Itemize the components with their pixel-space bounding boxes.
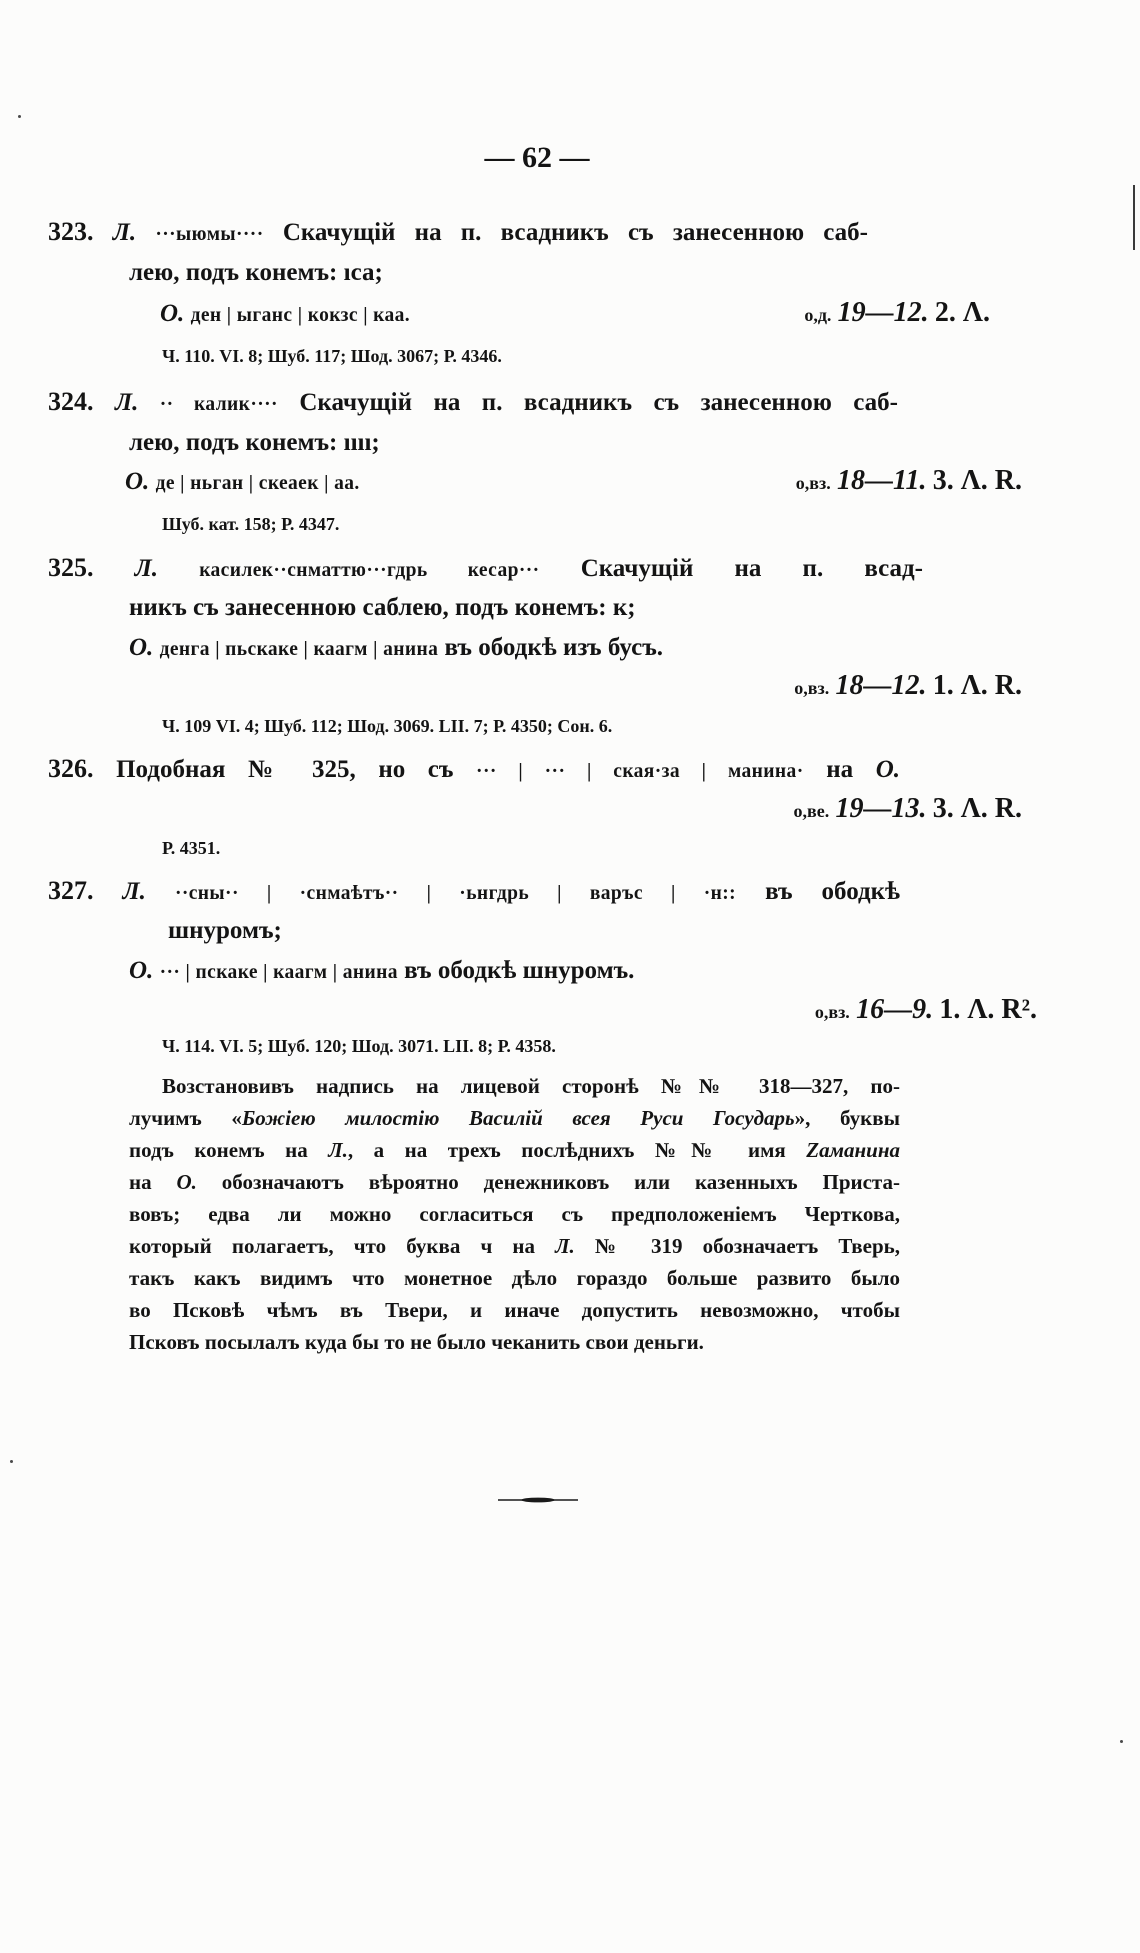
entry-325-references: Ч. 109 VI. 4; Шуб. 112; Шод. 3069. LII. 7; Р. 4350; Сон. 6. <box>162 716 613 736</box>
entry-number: 326. <box>48 754 94 783</box>
obverse-legend: денга | пьскаке | каагм | анина <box>159 639 439 660</box>
coin-weight: о,ве. <box>793 801 830 821</box>
paragraph-emphasis: Zаманина <box>806 1138 900 1162</box>
coin-grade: 2. Ʌ. <box>934 297 990 328</box>
entry-number: 325. <box>48 553 94 582</box>
paragraph-text: Возстановивъ надпись на лицевой сторонѣ №№ 318—327, по- <box>162 1074 900 1098</box>
entry-324-obverse-line <box>125 463 1022 502</box>
coin-grade: 3. Ʌ. R. <box>932 465 1022 496</box>
paragraph-text: на <box>129 1170 177 1194</box>
coin-weight: о,вз. <box>794 678 830 698</box>
entry-327-coin-metrics <box>560 992 1037 1030</box>
paragraph-text: вовъ; едва ли можно согласиться съ предположеніемъ Черткова, <box>129 1202 900 1226</box>
obverse-legend: ··· | пскаке | каагм | анина <box>159 962 398 983</box>
paragraph-line <box>129 1199 900 1229</box>
paragraph-text: обозначаютъ вѣроятно денежниковъ или казенныхъ Приста- <box>196 1170 900 1194</box>
coin-grade: 1. Ʌ. R. <box>932 670 1022 701</box>
paragraph-emphasis: Л. <box>328 1138 348 1162</box>
coin-metrics <box>796 463 1022 501</box>
reverse-legend: ···ыюмы···· <box>155 224 264 245</box>
paragraph-line <box>129 1295 900 1325</box>
ornamental-rule <box>498 1496 578 1504</box>
obverse-legend: де | ньган | скеаек | аа. <box>155 473 360 494</box>
entry-327-references: Ч. 114. VI. 5; Шуб. 120; Шод. 3071. LII. 8; Р. 4358. <box>162 1036 556 1056</box>
entry-323-line-2: лею, подъ конемъ: ıса; <box>129 259 383 286</box>
coin-description: въ ободкѣ <box>765 878 901 905</box>
entry-325-line-1 <box>48 550 923 589</box>
entry-327-line-2: шнуромъ; <box>168 917 282 944</box>
obverse-side-label: О. <box>129 957 154 984</box>
obverse-side-label: О. <box>129 634 154 661</box>
coin-description: Скачущій на п. всадникъ съ занесенною саб- <box>282 219 869 246</box>
entry-323-references: Ч. 110. VI. 8; Шуб. 117; Шод. 3067; Р. 4346. <box>162 346 502 366</box>
paragraph-emphasis: О. <box>176 1170 197 1194</box>
paragraph-line <box>129 1327 704 1357</box>
scan-speck <box>18 115 21 118</box>
entry-number: 323. <box>48 217 94 246</box>
entry-326-references: Р. 4351. <box>162 838 221 858</box>
coin-grade: 1. Ʌ. R². <box>939 994 1037 1025</box>
paragraph-text: », буквы <box>794 1106 900 1130</box>
obverse-legend: ден | ыганс | кокзс | каа. <box>190 305 411 326</box>
coin-weight: о,вз. <box>795 473 831 493</box>
obverse-note: въ ободкѣ изъ бусъ. <box>444 634 664 661</box>
paragraph-text: Псковъ посылалъ куда бы то не было чеканить свои деньги. <box>129 1330 704 1354</box>
paragraph-line <box>129 1263 900 1293</box>
coin-description: Скачущій на п. всадникъ съ занесенною саб- <box>299 389 898 416</box>
paragraph-text: № 319 обозначаетъ Тверь, <box>574 1234 900 1258</box>
coin-weight: о,д. <box>804 305 832 325</box>
entry-325-obverse-line <box>129 630 663 668</box>
scan-speck <box>1120 1740 1123 1743</box>
coin-grade: 3. Ʌ. R. <box>932 793 1022 824</box>
reverse-side-label: Л. <box>112 219 137 246</box>
entry-327-line-1 <box>48 873 900 912</box>
entry-324-line-2: лею, подъ конемъ: ıııı; <box>129 429 380 456</box>
scan-speck <box>10 1460 13 1463</box>
reverse-legend: ··сны·· | ·снмаѣтъ·· | ·ьнгдрь | варъс | ·н:: <box>174 883 737 904</box>
obverse-side-label: О. <box>125 468 150 495</box>
legend-variant: ··· | ··· | ская·за | манина· <box>476 761 804 782</box>
coin-description: Подобная № 325, но съ <box>116 756 454 783</box>
paragraph-line <box>129 1231 900 1261</box>
paragraph-text: подъ конемъ на <box>129 1138 329 1162</box>
entry-323-obverse-line <box>160 295 990 334</box>
entry-327-obverse-line <box>129 953 634 991</box>
entry-324-references: Шуб. кат. 158; Р. 4347. <box>162 514 340 534</box>
obverse-description <box>160 296 410 334</box>
entry-326-line-1 <box>48 751 900 790</box>
coin-size: 18—11. <box>836 465 927 496</box>
entry-number: 327. <box>48 876 94 905</box>
reverse-legend: касилек··снматтю···гдрь кесар··· <box>199 560 540 581</box>
coin-description: Скачущій на п. всад- <box>580 555 924 582</box>
entry-326-coin-metrics <box>560 791 1022 829</box>
reverse-side-label: Л. <box>122 878 146 905</box>
paragraph-quote: Божіею милостію Василій всея Руси Государь <box>241 1106 795 1130</box>
paragraph-emphasis: Л. <box>555 1234 575 1258</box>
entry-324-line-1 <box>48 384 898 423</box>
entry-325-coin-metrics <box>560 668 1022 706</box>
page-number: — 62 — <box>484 141 590 174</box>
coin-metrics <box>804 295 990 333</box>
obverse-note: въ ободкѣ шнуромъ. <box>404 957 635 984</box>
reverse-legend: ·· калик···· <box>159 394 278 415</box>
paragraph-line <box>129 1103 900 1133</box>
scan-edge-mark <box>1133 185 1135 250</box>
coin-size: 19—12. <box>837 297 929 328</box>
coin-weight: о,вз. <box>814 1002 850 1022</box>
reverse-side-label: Л. <box>114 389 139 416</box>
coin-size: 18—12. <box>835 670 927 701</box>
entry-number: 324. <box>48 387 94 416</box>
paragraph-text: такъ какъ видимъ что монетное дѣло гораздо больше развито было <box>129 1266 900 1290</box>
obverse-description <box>125 464 360 502</box>
paragraph-text: во Псковѣ чѣмъ въ Твери, и иначе допустить невозможно, чтобы <box>129 1298 900 1322</box>
paragraph-line <box>129 1135 900 1165</box>
coin-size: 16—9. <box>856 994 934 1025</box>
obverse-side-label: О. <box>160 300 185 327</box>
paragraph-text: который полагаетъ, что буква ч на <box>129 1234 556 1258</box>
coin-size: 19—13. <box>835 793 927 824</box>
paragraph-line <box>162 1071 900 1101</box>
paragraph-line <box>129 1167 900 1197</box>
paragraph-text: , а на трехъ послѣднихъ №№ имя <box>347 1138 807 1162</box>
obverse-side-label: О. <box>875 756 900 783</box>
paragraph-text: лучимъ « <box>129 1106 242 1130</box>
entry-325-line-2: никъ съ занесенною саблею, подъ конемъ: к; <box>129 594 636 621</box>
reverse-side-label: Л. <box>134 555 159 582</box>
entry-323-line-1 <box>48 214 868 253</box>
coin-description-end: на <box>826 756 854 783</box>
